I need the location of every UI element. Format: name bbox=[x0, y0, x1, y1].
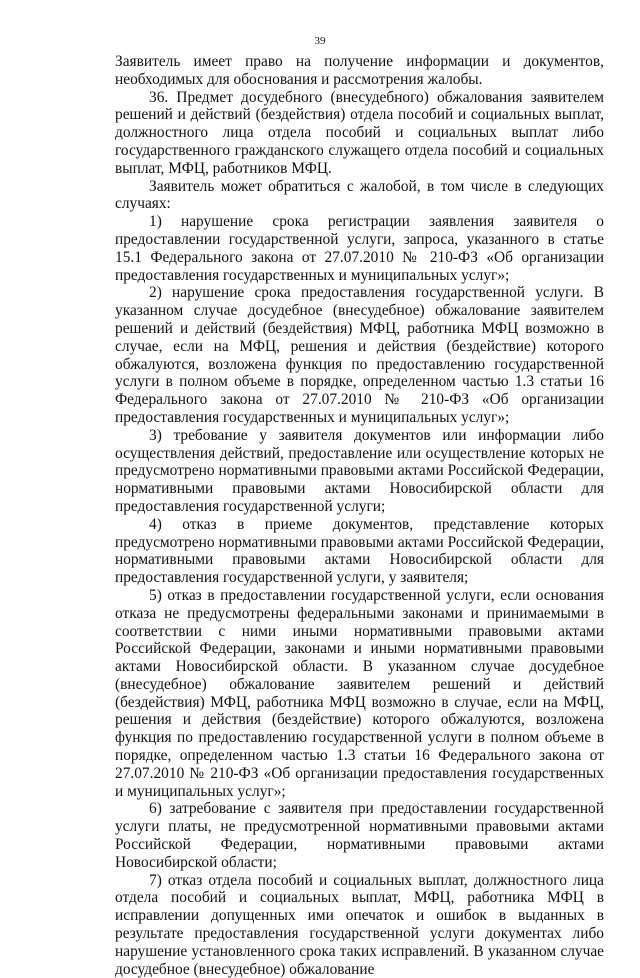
paragraph-case-2: 2) нарушение срока предоставления государственной услуги. В указанном случае досудебное (внесудебное) обжалование заявителем решений и действий (бездействия) МФЦ, работника МФЦ возможно в случае, если на МФЦ, решения и действия (бездействие) которого обжалуются, возложена функция по предоставлению государственной услуги в полном объеме в порядке, определенном частью 1.3 статьи 16 Федерального закона от 27.07.2010 № 210-ФЗ «Об организации предоставления государственных и муниципальных услуг»; bbox=[115, 284, 604, 426]
paragraph-case-7: 7) отказ отдела пособий и социальных выплат, должностного лица отдела пособий и социальных выплат, МФЦ, работника МФЦ в исправлении допущенных ими опечаток и ошибок в выданных в результате предоставления государственной услуги документах либо нарушение установленного срока таких исправлений. В указанном случае досудебное (внесудебное) обжалование bbox=[115, 871, 604, 978]
paragraph-36-subject: 36. Предмет досудебного (внесудебного) обжалования заявителем решений и действий (бездействия) отдела пособий и социальных выплат, должностного лица отдела пособий и социальных выплат либо государственного гражданского служащего отдела пособий и социальных выплат, МФЦ, работников МФЦ. bbox=[115, 88, 604, 177]
paragraph-case-1: 1) нарушение срока регистрации заявления заявителя о предоставлении государственной услуги, запроса, указанного в статье 15.1 Федерального закона от 27.07.2010 № 210-ФЗ «Об организации предоставления государственных и муниципальных услуг»; bbox=[115, 213, 604, 284]
page-number: 39 bbox=[314, 35, 326, 47]
document-body bbox=[115, 53, 604, 978]
paragraph-case-4: 4) отказ в приеме документов, представление которых предусмотрено нормативными правовыми актами Российской Федерации, нормативными правовыми актами Новосибирской области для предоставления государственной услуги, у заявителя; bbox=[115, 515, 604, 587]
paragraph-right-to-information: Заявитель имеет право на получение информации и документов, необходимых для обоснования и рассмотрения жалобы. bbox=[115, 53, 604, 88]
paragraph-case-5: 5) отказ в предоставлении государственной услуги, если основания отказа не предусмотрены федеральными законами и принимаемыми в соответствии с ними иными нормативными правовыми актами Российской Федерации, законами и иными нормативными правовыми актами Новосибирской области. В указанном случае досудебное (внесудебное) обжалование заявителем решений и действий (бездействия) МФЦ, работника МФЦ возможно в случае, если на МФЦ, решения и действия (бездействие) которого обжалуются, возложена функция по предоставлению государственной услуги в полном объеме в порядке, определенном частью 1.3 статьи 16 Федерального закона от 27.07.2010 № 210-ФЗ «Об организации предоставления государственных и муниципальных услуг»; bbox=[115, 586, 604, 800]
paragraph-case-6: 6) затребование с заявителя при предоставлении государственной услуги платы, не предусмотренной нормативными правовыми актами Российской Федерации, нормативными правовыми актами Новосибирской области; bbox=[115, 800, 604, 871]
paragraph-complaint-cases-intro: Заявитель может обратиться с жалобой, в том числе в следующих случаях: bbox=[115, 177, 604, 213]
paragraph-case-3: 3) требование у заявителя документов или информации либо осуществления действий, предоставление или осуществление которых не предусмотрено нормативными правовыми актами Российской Федерации, нормативными правовыми актами Новосибирской области для предоставления государственной услуги; bbox=[115, 426, 604, 515]
